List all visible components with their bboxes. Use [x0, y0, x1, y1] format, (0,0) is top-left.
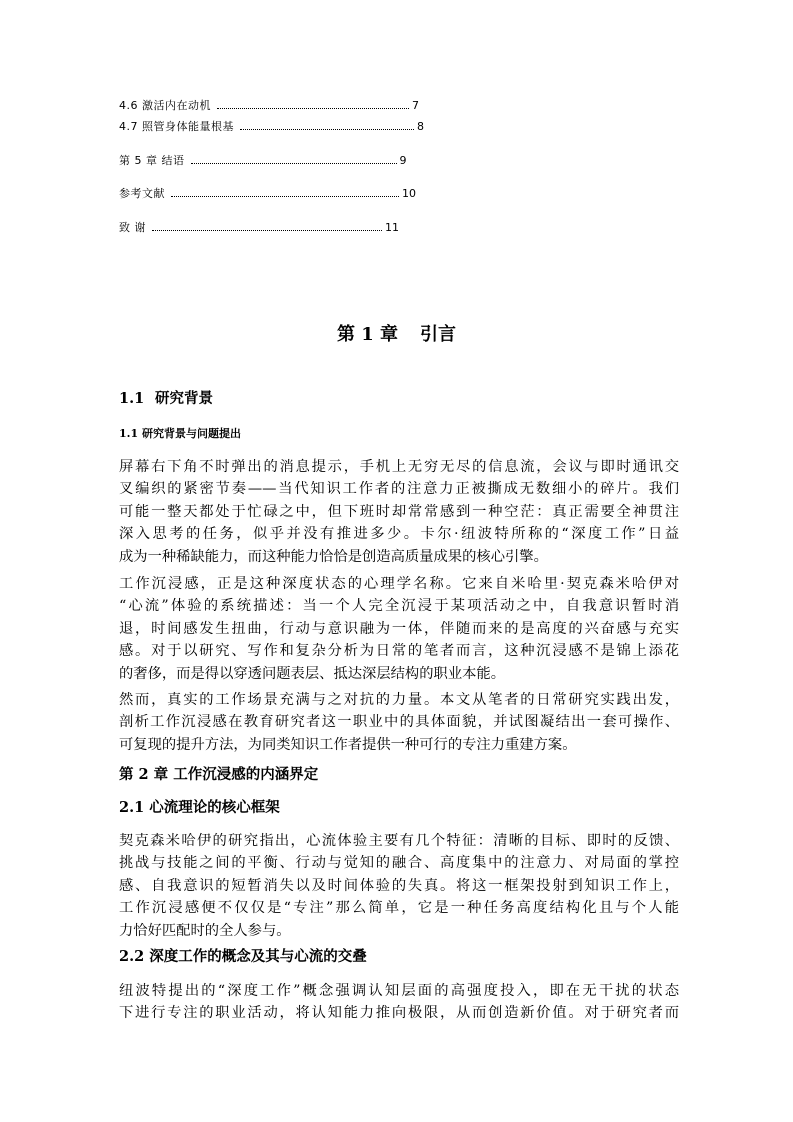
- toc-entry-page: 10: [402, 187, 416, 200]
- toc-entry-label: 4.7 照管身体能量根基: [119, 120, 234, 133]
- paragraph-line: 的奢侈，而是得以穿透问题表层、抵达深层结构的职业本能。: [119, 665, 506, 682]
- toc-entry-label: 致 谢: [119, 221, 146, 234]
- paragraph-line: 可复现的提升方法，为同类知识工作者提供一种可行的专注力重建方案。: [119, 736, 577, 753]
- toc-entry-page: 7: [412, 99, 419, 112]
- toc-leader-dots: [191, 153, 397, 164]
- paragraph-line: 契克森米哈伊的研究指出，心流体验主要有几个特征：清晰的目标、即时的反馈、: [119, 833, 679, 849]
- paragraph-line: 下进行专注的职业活动，将认知能力推向极限，从而创造新价值。对于研究者而: [119, 1005, 679, 1022]
- toc-leader-dots: [171, 186, 399, 197]
- toc-entry-label: 参考文献: [119, 187, 165, 200]
- section-title: 研究背景: [155, 390, 213, 407]
- paragraph-line: 可能一整天都处于忙碌之中，但下班时却常常感到一种空茫：真正需要全神贯注: [119, 503, 679, 520]
- chapter-title: [0, 322, 793, 348]
- toc-leader-dots: [152, 220, 382, 231]
- paragraph-line: 深入思考的任务，似乎并没有推进多少。卡尔·纽波特所称的“深度工作”日益: [119, 526, 679, 543]
- paragraph-line: 屏幕右下角不时弹出的消息提示，手机上无穷无尽的信息流，会议与即时通讯交: [119, 459, 679, 475]
- chapter-number: 第 1 章: [336, 324, 399, 345]
- toc-entry[interactable]: [119, 98, 419, 114]
- paragraph-line: 成为一种稀缺能力，而这种能力恰恰是创造高质量成果的核心引擎。: [119, 548, 548, 565]
- paragraph-line: 挑战与技能之间的平衡、行动与觉知的融合、高度集中的注意力、对局面的掌控: [119, 855, 679, 872]
- paragraph-line: 感。对于以研究、写作和复杂分析为日常的笔者而言，这种沉浸感不是锦上添花: [119, 643, 679, 660]
- section-number: 1.1: [119, 390, 145, 407]
- body-paragraph: [119, 456, 679, 568]
- paragraph-line: 剖析工作沉浸感在教育研究者这一职业中的具体面貌，并试图凝结出一套可操作、: [119, 714, 679, 731]
- paragraph-line: 然而，真实的工作场景充满与之对抗的力量。本文从笔者的日常研究实践出发，: [119, 692, 679, 708]
- toc-entry[interactable]: [119, 186, 416, 202]
- section-heading: 2.1 心流理论的核心框架: [119, 799, 280, 816]
- paragraph-line: 感、自我意识的短暂消失以及时间体验的失真。将这一框架投射到知识工作上，: [119, 877, 679, 894]
- paragraph-line: 力恰好匹配时的全人参与。: [119, 922, 291, 939]
- toc-entry[interactable]: [119, 153, 407, 169]
- toc-entry[interactable]: [119, 220, 399, 236]
- body-paragraph: [119, 573, 679, 685]
- paragraph-line: 工作沉浸感便不仅仅是“专注”那么简单，它是一种任务高度结构化且与个人能: [119, 900, 679, 917]
- section-heading: 2.2 深度工作的概念及其与心流的交叠: [119, 948, 367, 965]
- paragraph-line: “心流”体验的系统描述：当一个人完全沉浸于某项活动之中，自我意识暂时消: [119, 598, 679, 615]
- paragraph-line: 纽波特提出的“深度工作”概念强调认知层面的高强度投入，即在无干扰的状态: [119, 983, 679, 999]
- toc-entry-label: 4.6 激活内在动机: [119, 99, 211, 112]
- toc-entry-label: 第 5 章 结语: [119, 154, 185, 167]
- chapter-heading: 第 2 章 工作沉浸感的内涵界定: [119, 766, 319, 783]
- body-paragraph: [119, 830, 679, 942]
- body-paragraph: [119, 689, 679, 756]
- toc-entry-page: 9: [399, 154, 407, 167]
- toc-leader-dots: [217, 98, 409, 109]
- body-paragraph: [119, 980, 679, 1025]
- section-heading: [119, 388, 213, 410]
- toc-leader-dots: [240, 119, 414, 130]
- paragraph-line: 工作沉浸感，正是这种深度状态的心理学名称。它来自米哈里·契克森米哈伊对: [119, 576, 679, 592]
- toc-entry-page: 11: [385, 221, 399, 234]
- paragraph-line: 叉编织的紧密节奏——当代知识工作者的注意力正被撕成无数细小的碎片。我们: [119, 481, 679, 498]
- chapter-name: 引言: [420, 324, 457, 345]
- toc-entry-page: 8: [417, 120, 424, 133]
- subsection-heading: 1.1 研究背景与问题提出: [119, 427, 241, 440]
- toc-entry[interactable]: [119, 119, 424, 135]
- paragraph-line: 退，时间感发生扭曲，行动与意识融为一体，伴随而来的是高度的兴奋感与充实: [119, 620, 679, 637]
